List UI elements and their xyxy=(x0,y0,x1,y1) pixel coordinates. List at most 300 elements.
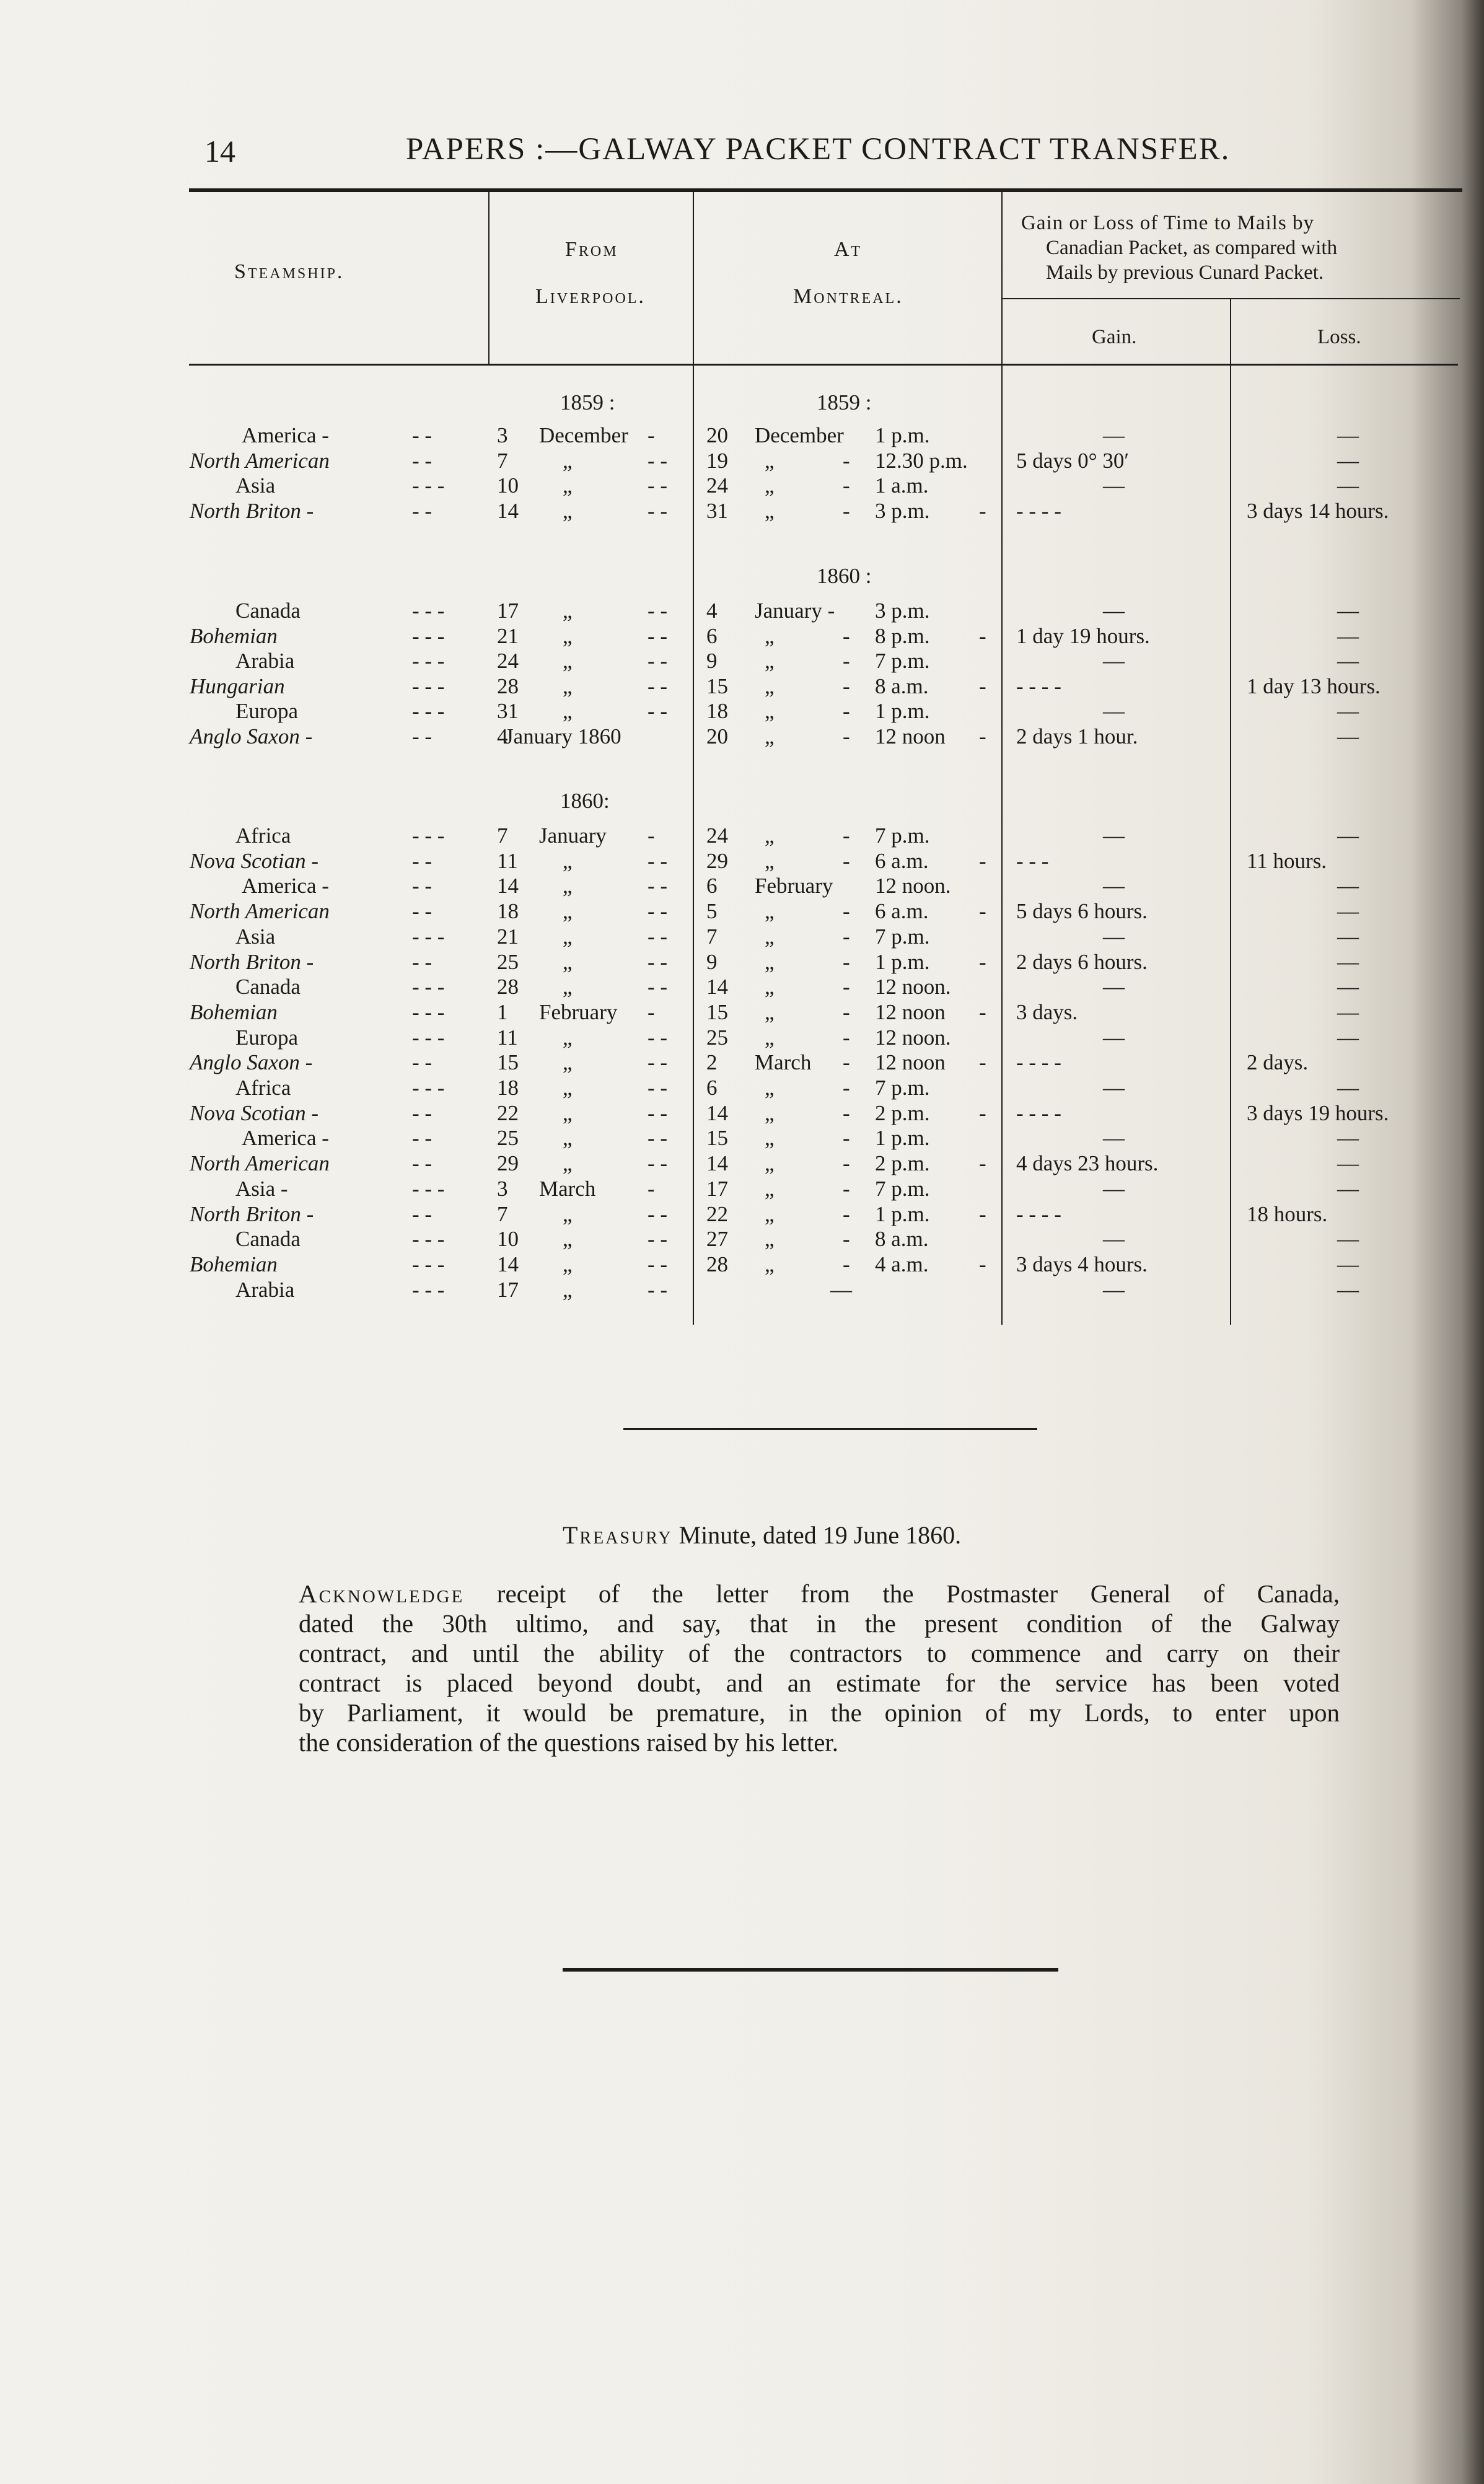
cell-at-time: 7 p.m. xyxy=(875,924,930,949)
cell-at-time: 1 p.m. xyxy=(875,1126,930,1151)
cell-at-month: „ xyxy=(765,848,775,873)
cell-from-day: 21 xyxy=(497,623,519,648)
cell-at-day: 6 xyxy=(706,623,718,648)
cell-time-dash: - xyxy=(979,1201,986,1226)
header-steamship: Steamship. xyxy=(234,260,345,283)
cell-time-dash: - xyxy=(979,623,986,648)
cell-from-day: 14 xyxy=(497,874,519,898)
cell-from-month: „ xyxy=(563,473,573,498)
cell-from-day: 25 xyxy=(497,1126,519,1151)
table-row xyxy=(0,473,1484,498)
cell-at-day: 15 xyxy=(706,1126,728,1151)
cell-ship: Arabia xyxy=(235,1277,295,1302)
cell-from-day: 10 xyxy=(497,1227,519,1252)
cell-at-day: 6 xyxy=(706,1076,718,1100)
cell-ship: Canada xyxy=(235,975,301,999)
cell-at-dash: - xyxy=(843,848,850,873)
table-row xyxy=(0,1101,1484,1126)
cell-from-month: „ xyxy=(563,699,573,723)
minute-line: by Parliament, it would be premature, in the opinion of my Lords, to enter upon xyxy=(299,1698,1340,1727)
cell-from-month: „ xyxy=(563,899,573,924)
header-at: At xyxy=(834,238,863,261)
cell-at-time: 2 p.m. xyxy=(875,1151,930,1176)
cell-from-dashes: - - xyxy=(648,1201,668,1226)
year-label-from-1860: 1860: xyxy=(560,789,610,813)
cell-gain: 2 days 6 hours. xyxy=(1016,949,1148,974)
table-row xyxy=(0,1025,1484,1050)
cell-at-time: 12 noon. xyxy=(875,1025,951,1050)
cell-from-day: 28 xyxy=(497,674,519,698)
table-row xyxy=(0,1151,1484,1176)
cell-ship: Nova Scotian - xyxy=(190,1100,319,1125)
cell-at-day: 15 xyxy=(706,674,728,698)
cell-gain: - - - - xyxy=(1016,498,1061,523)
cell-at-day: 4 xyxy=(706,599,718,623)
cell-loss: — xyxy=(1337,423,1359,447)
cell-from-month: January xyxy=(539,823,607,848)
cell-at-time: 3 p.m. xyxy=(875,599,930,623)
cell-at-day: 31 xyxy=(706,498,728,523)
cell-at-month: „ xyxy=(765,699,775,723)
cell-at-dash: - xyxy=(843,1227,850,1252)
cell-ship-dashes: - - xyxy=(412,1050,432,1075)
cell-at-day: 25 xyxy=(706,1025,728,1050)
cell-time-dash: - xyxy=(979,999,986,1024)
cell-from-day: 14 xyxy=(497,498,519,523)
minute-heading xyxy=(563,1521,961,1550)
cell-from-day: 3 xyxy=(497,1176,508,1201)
cell-loss: — xyxy=(1337,1076,1359,1100)
cell-from-month: „ xyxy=(563,674,573,698)
cell-from-day: 17 xyxy=(497,599,519,623)
cell-from-month: „ xyxy=(563,1252,573,1276)
cell-at-dash: - xyxy=(843,823,850,848)
cell-ship-dashes: - - - xyxy=(412,924,445,949)
cell-time-dash: - xyxy=(979,498,986,523)
table-row xyxy=(0,449,1484,473)
cell-at-time: 12 noon xyxy=(875,999,946,1024)
cell-at-dash: - xyxy=(843,1126,850,1151)
cell-gain: — xyxy=(1103,1025,1125,1050)
minute-line: contract, and until the ability of the contractors to commence and carry on their xyxy=(299,1639,1340,1667)
cell-loss: — xyxy=(1337,473,1359,498)
cell-ship-dashes: - - - xyxy=(412,1227,445,1252)
cell-at-time: 2 p.m. xyxy=(875,1100,930,1125)
cell-from-dashes: - - xyxy=(648,623,668,648)
cell-at-dash: - xyxy=(843,699,850,723)
cell-ship: Africa xyxy=(235,1076,291,1100)
cell-ship-dashes: - - - xyxy=(412,1277,445,1302)
cell-ship: Europa xyxy=(235,1025,299,1050)
cell-gain: 2 days 1 hour. xyxy=(1016,724,1138,748)
cell-at-time: 4 a.m. xyxy=(875,1252,929,1276)
cell-at-dash: - xyxy=(843,899,850,924)
cell-from-dashes: - xyxy=(648,823,655,848)
cell-from-month: „ xyxy=(563,949,573,974)
cell-ship-dashes: - - - xyxy=(412,1025,445,1050)
cell-ship: America - xyxy=(242,1126,329,1151)
cell-gain: — xyxy=(1103,1277,1125,1302)
cell-loss: — xyxy=(1337,1227,1359,1252)
cell-at-day: 14 xyxy=(706,1151,728,1176)
cell-loss: — xyxy=(1337,1277,1359,1302)
cell-from-day: 1 xyxy=(497,999,508,1024)
cell-at-day: 19 xyxy=(706,448,728,473)
cell-from-day: 7 xyxy=(497,448,508,473)
cell-loss: — xyxy=(1337,649,1359,673)
cell-from-month: „ xyxy=(563,498,573,523)
year-label-at-1859: 1859 : xyxy=(817,390,872,415)
cell-ship-dashes: - - - xyxy=(412,599,445,623)
cell-at-day: 15 xyxy=(706,999,728,1024)
cell-gain: — xyxy=(1103,423,1125,447)
cell-from-month: „ xyxy=(563,924,573,949)
cell-gain: 3 days. xyxy=(1016,999,1078,1024)
cell-at-time: 1 p.m. xyxy=(875,949,930,974)
cell-time-dash: - xyxy=(979,1100,986,1125)
table-row xyxy=(0,624,1484,649)
cell-ship: North Briton - xyxy=(190,1201,314,1226)
cell-from-dashes: - - xyxy=(648,1100,668,1125)
cell-from-dashes: - - xyxy=(648,1252,668,1276)
cell-at-dash: - xyxy=(843,1050,850,1075)
cell-from-month: „ xyxy=(563,1100,573,1125)
cell-ship-dashes: - - xyxy=(412,1100,432,1125)
table-row xyxy=(0,1126,1484,1151)
cell-from-day: 11 xyxy=(497,1025,518,1050)
cell-from-month: „ xyxy=(563,1050,573,1075)
cell-at-month: „ xyxy=(765,1151,775,1176)
header-from: From xyxy=(565,238,618,261)
cell-ship-dashes: - - - xyxy=(412,674,445,698)
cell-at-dash: - xyxy=(843,724,850,748)
cell-gain: — xyxy=(1103,924,1125,949)
cell-from-day: 15 xyxy=(497,1050,519,1075)
cell-at-day: 29 xyxy=(706,848,728,873)
cell-ship-dashes: - - xyxy=(412,1201,432,1226)
cell-from-dashes: - - xyxy=(648,599,668,623)
running-title: PAPERS :—GALWAY PACKET CONTRACT TRANSFER. xyxy=(406,132,1231,167)
cell-at-time: 12 noon xyxy=(875,1050,946,1075)
cell-at-month: „ xyxy=(765,1176,775,1201)
cell-ship: Bohemian xyxy=(190,623,278,648)
cell-at-month: „ xyxy=(765,623,775,648)
cell-ship-dashes: - - - xyxy=(412,473,445,498)
cell-at-dash: - xyxy=(843,1252,850,1276)
cell-at-month: „ xyxy=(765,649,775,673)
cell-from-month: January 1860 xyxy=(505,724,621,748)
cell-loss: — xyxy=(1337,1176,1359,1201)
cell-at-time: 7 p.m. xyxy=(875,823,930,848)
cell-time-dash: - xyxy=(979,1252,986,1276)
table-row xyxy=(0,899,1484,924)
cell-from-dashes: - - xyxy=(648,448,668,473)
cell-at-month: December xyxy=(755,423,844,447)
table-row xyxy=(0,724,1484,749)
cell-at-day: 24 xyxy=(706,823,728,848)
cell-at-dash: - xyxy=(843,999,850,1024)
cell-at-month: „ xyxy=(765,473,775,498)
cell-loss: — xyxy=(1337,448,1359,473)
year-label-from-1859: 1859 : xyxy=(560,390,615,415)
cell-loss: — xyxy=(1337,1151,1359,1176)
header-gainloss-line-3: Mails by previous Cunard Packet. xyxy=(1046,261,1324,284)
cell-at-day: 17 xyxy=(706,1176,728,1201)
cell-at-day: 9 xyxy=(706,949,718,974)
cell-at-dash: - xyxy=(843,674,850,698)
cell-at-month: „ xyxy=(765,1025,775,1050)
cell-gain: - - - - xyxy=(1016,1050,1061,1075)
cell-from-month: „ xyxy=(563,1201,573,1226)
cell-at-dash: - xyxy=(843,498,850,523)
cell-loss: — xyxy=(1337,1252,1359,1276)
header-gainloss-line-2: Canadian Packet, as compared with xyxy=(1046,237,1338,259)
cell-at-time: 8 a.m. xyxy=(875,674,929,698)
cell-at-month: „ xyxy=(765,674,775,698)
cell-at-time: 3 p.m. xyxy=(875,498,930,523)
cell-at-dash: - xyxy=(843,1176,850,1201)
cell-ship: Canada xyxy=(235,599,301,623)
cell-from-dashes: - xyxy=(648,999,655,1024)
cell-at-month: „ xyxy=(765,999,775,1024)
cell-at-day: 9 xyxy=(706,649,718,673)
minute-line-1-text: receipt of the letter from the Postmaster General of Canada, xyxy=(464,1579,1340,1608)
cell-from-month: February xyxy=(539,999,618,1024)
cell-time-dash: - xyxy=(979,674,986,698)
cell-at-time: 1 p.m. xyxy=(875,1201,930,1226)
cell-from-dashes: - - xyxy=(648,848,668,873)
cell-loss: — xyxy=(1337,823,1359,848)
cell-gain: — xyxy=(1103,1176,1125,1201)
cell-gain: — xyxy=(1103,473,1125,498)
cell-at-month: „ xyxy=(765,498,775,523)
cell-at-month: „ xyxy=(765,949,775,974)
cell-from-month: „ xyxy=(563,1126,573,1151)
cell-from-dashes: - - xyxy=(648,899,668,924)
cell-at-day: 18 xyxy=(706,699,728,723)
cell-ship-dashes: - - xyxy=(412,724,432,748)
cell-time-dash: - xyxy=(979,848,986,873)
cell-loss: 1 day 13 hours. xyxy=(1247,674,1381,698)
cell-loss: — xyxy=(1337,924,1359,949)
cell-at-dash: - xyxy=(843,1076,850,1100)
table-row xyxy=(0,975,1484,999)
cell-ship: North American xyxy=(190,1151,330,1176)
cell-from-dashes: - - xyxy=(648,1151,668,1176)
cell-at-month: „ xyxy=(765,823,775,848)
cell-loss: 3 days 14 hours. xyxy=(1247,498,1389,523)
cell-ship: Africa xyxy=(235,823,291,848)
cell-from-dashes: - - xyxy=(648,874,668,898)
cell-ship-dashes: - - - xyxy=(412,649,445,673)
cell-ship-dashes: - - - xyxy=(412,975,445,999)
cell-ship: North Briton - xyxy=(190,498,314,523)
cell-gain: — xyxy=(1103,874,1125,898)
cell-from-month: „ xyxy=(563,1025,573,1050)
cell-at-month: „ xyxy=(765,1201,775,1226)
cell-from-dashes: - - xyxy=(648,649,668,673)
cell-at-day: 2 xyxy=(706,1050,718,1075)
cell-loss: — xyxy=(1337,699,1359,723)
cell-at-day: 14 xyxy=(706,1100,728,1125)
cell-at-dash: - xyxy=(843,649,850,673)
cell-loss: — xyxy=(1337,949,1359,974)
cell-at-time: 8 p.m. xyxy=(875,623,930,648)
cell-from-day: 7 xyxy=(497,823,508,848)
header-montreal: Montreal. xyxy=(793,285,903,308)
table-row xyxy=(0,649,1484,674)
table-row xyxy=(0,1050,1484,1075)
cell-at-dash: - xyxy=(843,1100,850,1125)
cell-ship: Nova Scotian - xyxy=(190,848,319,873)
cell-from-month: „ xyxy=(563,599,573,623)
cell-from-dashes: - xyxy=(648,1176,655,1201)
cell-time-dash: - xyxy=(979,1050,986,1075)
cell-loss: — xyxy=(1337,599,1359,623)
bottom-rule xyxy=(563,1968,1058,1972)
table-row xyxy=(0,1000,1484,1025)
cell-loss: — xyxy=(1337,623,1359,648)
cell-from-dashes: - - xyxy=(648,924,668,949)
cell-from-dashes: - - xyxy=(648,1025,668,1050)
cell-at-dash: - xyxy=(843,1201,850,1226)
table-row xyxy=(0,924,1484,949)
cell-at-month: „ xyxy=(765,899,775,924)
cell-from-month: March xyxy=(539,1176,596,1201)
cell-at-dash: - xyxy=(843,1025,850,1050)
cell-at-day: 27 xyxy=(706,1227,728,1252)
cell-at-time: 1 p.m. xyxy=(875,699,930,723)
cell-from-day: 4 xyxy=(497,724,508,748)
cell-loss: 3 days 19 hours. xyxy=(1247,1100,1389,1125)
cell-ship: North Briton - xyxy=(190,949,314,974)
cell-ship: Arabia xyxy=(235,649,295,673)
year-label-at-1860: 1860 : xyxy=(817,564,872,588)
minute-heading-rest: Minute, dated 19 June 1860. xyxy=(672,1521,962,1549)
cell-at-dash: - xyxy=(843,949,850,974)
cell-from-month: „ xyxy=(563,649,573,673)
cell-ship: Europa xyxy=(235,699,299,723)
cell-gain: — xyxy=(1103,599,1125,623)
header-gainloss-line-1: Gain or Loss of Time to Mails by xyxy=(1021,212,1314,234)
table-row xyxy=(0,699,1484,724)
cell-at-dash: - xyxy=(843,924,850,949)
cell-from-month: „ xyxy=(563,848,573,873)
cell-loss: — xyxy=(1337,724,1359,748)
cell-ship: North American xyxy=(190,899,330,924)
cell-at-dash: - xyxy=(843,448,850,473)
cell-at-month: March xyxy=(755,1050,812,1075)
cell-gain: — xyxy=(1103,1126,1125,1151)
cell-at-dash: - xyxy=(843,1151,850,1176)
cell-ship: Bohemian xyxy=(190,1252,278,1276)
cell-at-day: 14 xyxy=(706,975,728,999)
cell-time-dash: - xyxy=(979,899,986,924)
cell-at-month: „ xyxy=(765,1126,775,1151)
cell-from-day: 18 xyxy=(497,1076,519,1100)
page-number: 14 xyxy=(204,134,235,169)
cell-ship: Anglo Saxon - xyxy=(190,724,313,748)
header-gain: Gain. xyxy=(1092,326,1137,348)
table-header-bottom-rule xyxy=(189,364,1458,366)
cell-loss: — xyxy=(1337,975,1359,999)
cell-loss: — xyxy=(1337,999,1359,1024)
table-row xyxy=(0,1278,1484,1302)
cell-from-dashes: - - xyxy=(648,975,668,999)
cell-loss: — xyxy=(1337,1126,1359,1151)
cell-at-month: „ xyxy=(765,975,775,999)
cell-ship-dashes: - - - xyxy=(412,823,445,848)
cell-ship-dashes: - - xyxy=(412,874,432,898)
cell-from-day: 17 xyxy=(497,1277,519,1302)
cell-ship-dashes: - - xyxy=(412,498,432,523)
minute-line: contract is placed beyond doubt, and an estimate for the service has been voted xyxy=(299,1669,1340,1697)
table-row xyxy=(0,849,1484,874)
cell-at-day: 28 xyxy=(706,1252,728,1276)
cell-from-day: 21 xyxy=(497,924,519,949)
cell-at-time: 12 noon. xyxy=(875,874,951,898)
cell-from-day: 25 xyxy=(497,949,519,974)
cell-ship-dashes: - - - xyxy=(412,999,445,1024)
cell-at-month: — xyxy=(830,1277,852,1302)
cell-ship-dashes: - - - xyxy=(412,1176,445,1201)
cell-gain: - - - - xyxy=(1016,674,1061,698)
table-row xyxy=(0,874,1484,898)
cell-from-dashes: - - xyxy=(648,674,668,698)
cell-from-month: „ xyxy=(563,448,573,473)
cell-time-dash: - xyxy=(979,949,986,974)
cell-at-day: 20 xyxy=(706,423,728,447)
table-row xyxy=(0,423,1484,448)
cell-at-dash: - xyxy=(843,623,850,648)
cell-gain: — xyxy=(1103,1227,1125,1252)
cell-gain: 5 days 0° 30′ xyxy=(1016,448,1130,473)
cell-at-time: 8 a.m. xyxy=(875,1227,929,1252)
cell-ship: Asia - xyxy=(235,1176,288,1201)
col-divider-steamship xyxy=(488,191,490,366)
cell-ship: Asia xyxy=(235,473,276,498)
cell-from-month: „ xyxy=(563,1227,573,1252)
cell-from-month: „ xyxy=(563,1076,573,1100)
table-row xyxy=(0,499,1484,524)
cell-at-month: „ xyxy=(765,724,775,748)
cell-at-month: „ xyxy=(765,448,775,473)
cell-from-month: „ xyxy=(563,874,573,898)
cell-gain: 1 day 19 hours. xyxy=(1016,623,1150,648)
cell-from-month: „ xyxy=(563,1151,573,1176)
cell-from-dashes: - - xyxy=(648,473,668,498)
cell-from-dashes: - - xyxy=(648,498,668,523)
cell-ship-dashes: - - xyxy=(412,1126,432,1151)
cell-at-time: 6 a.m. xyxy=(875,848,929,873)
minute-first-word: Acknowledge xyxy=(299,1579,465,1608)
cell-from-month: „ xyxy=(563,1277,573,1302)
cell-at-day: 5 xyxy=(706,899,718,924)
cell-from-day: 22 xyxy=(497,1100,519,1125)
cell-gain: - - - xyxy=(1016,848,1049,873)
section-divider xyxy=(623,1428,1037,1430)
cell-at-day: 7 xyxy=(706,924,718,949)
cell-ship-dashes: - - xyxy=(412,1151,432,1176)
cell-at-time: 12 noon xyxy=(875,724,946,748)
cell-ship: North American xyxy=(190,448,330,473)
cell-from-dashes: - xyxy=(648,423,655,447)
cell-from-day: 7 xyxy=(497,1201,508,1226)
minute-body xyxy=(299,1579,1340,1757)
cell-from-month: „ xyxy=(563,975,573,999)
cell-ship-dashes: - - xyxy=(412,949,432,974)
cell-from-day: 31 xyxy=(497,699,519,723)
